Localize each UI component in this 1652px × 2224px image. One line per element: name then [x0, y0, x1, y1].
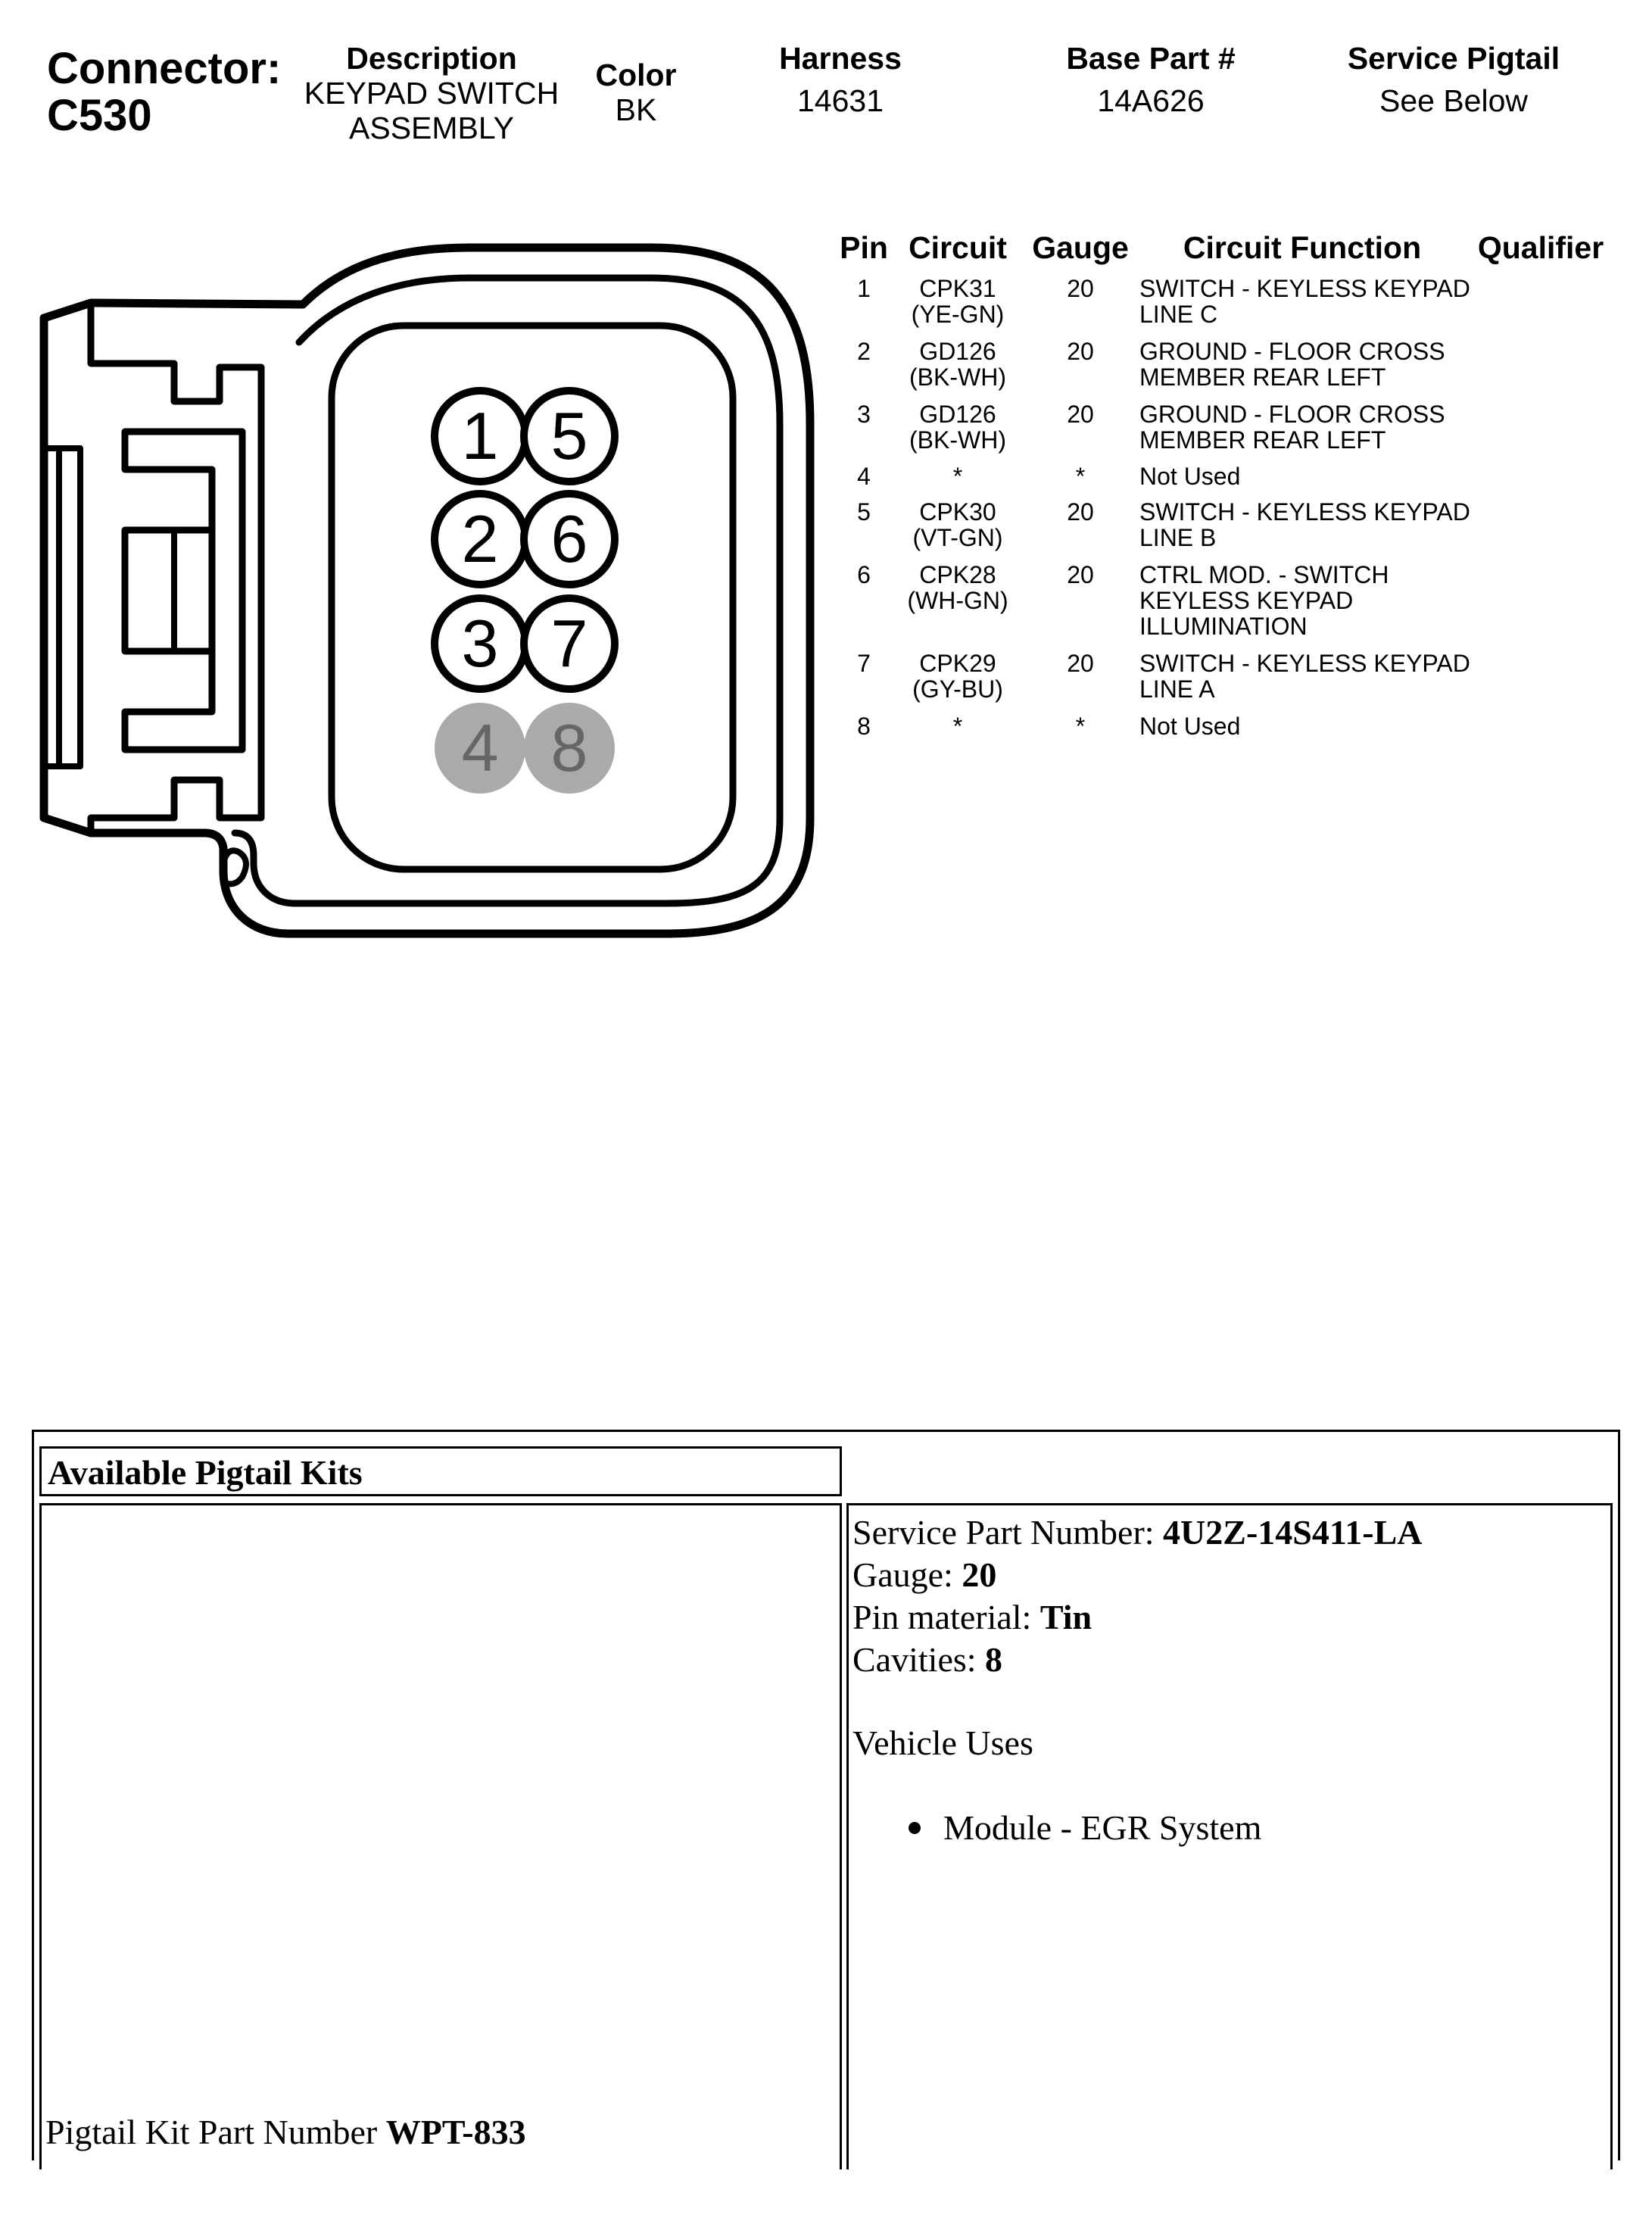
circuit-color: (BK-WH)	[909, 426, 1006, 454]
pin-number: 2	[857, 338, 871, 365]
pin-number: 4	[857, 463, 871, 490]
circuit-color: (GY-BU)	[912, 675, 1003, 703]
description-value-line: ASSEMBLY	[349, 111, 514, 145]
circuit-function-line: LINE C	[1139, 301, 1218, 328]
circuit-code: CPK31	[919, 275, 996, 302]
spec-label: Service Part Number:	[852, 1513, 1164, 1552]
pin-table-header-pin: Pin	[840, 230, 888, 265]
spec-label: Gauge:	[852, 1555, 962, 1594]
pigtail-kit-number: WPT-833	[385, 2113, 526, 2151]
circuit-code: *	[952, 463, 963, 490]
wire-gauge: 20	[1067, 650, 1094, 677]
pin-label-7: 7	[550, 606, 588, 681]
wire-gauge: 20	[1067, 338, 1094, 365]
wire-gauge: *	[1075, 713, 1086, 740]
circuit-function-line: SWITCH - KEYLESS KEYPAD	[1139, 275, 1470, 302]
seal-strip	[59, 448, 80, 766]
circuit-function-line: SWITCH - KEYLESS KEYPAD	[1139, 498, 1470, 526]
circuit-code: GD126	[919, 338, 996, 365]
service-pigtail-value: See Below	[1379, 83, 1528, 118]
circuit-function-line: Not Used	[1139, 463, 1241, 490]
lock-tab	[125, 530, 212, 651]
pin-label-6: 6	[550, 501, 588, 576]
pin-number: 5	[857, 498, 871, 526]
vehicle-uses-heading: Vehicle Uses	[852, 1723, 1033, 1762]
pin-number: 8	[857, 713, 871, 740]
pin-number: 1	[857, 275, 871, 302]
pin-label-1: 1	[461, 398, 499, 473]
wire-gauge: 20	[1067, 498, 1094, 526]
base-part-heading: Base Part #	[1066, 41, 1236, 76]
header-service-pigtail	[1317, 41, 1590, 118]
header-color	[575, 58, 697, 127]
color-value: BK	[615, 92, 657, 127]
pin-label-4: 4	[461, 710, 499, 785]
circuit-code: CPK29	[919, 650, 996, 677]
pin-grid	[435, 391, 615, 794]
pigtail-kits-title-cell	[39, 1446, 842, 1496]
circuit-code: GD126	[919, 401, 996, 428]
pin-label-3: 3	[461, 606, 499, 681]
circuit-function-line: LINE B	[1139, 524, 1217, 551]
connector-face-diagram	[0, 204, 833, 954]
circuit-function-line: SWITCH - KEYLESS KEYPAD	[1139, 650, 1470, 677]
pin-material-line	[852, 1596, 1423, 1639]
connector-title	[47, 45, 281, 139]
header-harness	[727, 41, 954, 118]
circuit-color: (WH-GN)	[907, 587, 1008, 614]
pigtail-kit-part-line	[45, 2111, 526, 2154]
pigtail-kit-label: Pigtail Kit Part Number	[45, 2113, 386, 2151]
base-part-value: 14A626	[1097, 83, 1205, 118]
pin-table-header-gauge: Gauge	[1032, 230, 1129, 265]
circuit-color: (VT-GN)	[912, 524, 1003, 551]
pin-number: 3	[857, 401, 871, 428]
vehicle-use-text: Module - EGR System	[943, 1808, 1262, 1847]
description-value-line: KEYPAD SWITCH	[304, 76, 559, 111]
gauge-value: 20	[962, 1555, 997, 1594]
service-part-number-value: 4U2Z-14S411-LA	[1163, 1513, 1423, 1552]
pin-material-value: Tin	[1040, 1598, 1093, 1636]
vehicle-use-item	[909, 1807, 1261, 1849]
circuit-function-line: GROUND - FLOOR CROSS	[1139, 338, 1445, 365]
circuit-function-line: LINE A	[1139, 675, 1215, 703]
wire-gauge: 20	[1067, 561, 1094, 588]
circuit-code: CPK30	[919, 498, 996, 526]
gauge-line	[852, 1554, 1423, 1596]
connector-label: Connector:	[47, 44, 282, 93]
circuit-function-line: ILLUMINATION	[1139, 613, 1308, 640]
wire-gauge: *	[1075, 463, 1086, 490]
vehicle-uses-list	[909, 1807, 1261, 1849]
circuit-function-line: MEMBER REAR LEFT	[1139, 426, 1386, 454]
pin-number: 7	[857, 650, 871, 677]
harness-value: 14631	[796, 83, 884, 118]
pin-number: 6	[857, 561, 871, 588]
header-description	[295, 41, 568, 145]
spec-label: Pin material:	[852, 1598, 1040, 1636]
description-heading: Description	[346, 41, 517, 76]
wire-gauge: 20	[1067, 275, 1094, 302]
color-heading: Color	[595, 58, 677, 92]
connector-id: C530	[47, 91, 152, 140]
header-base-part	[1022, 41, 1280, 118]
latch-inner	[125, 432, 242, 750]
cavities-value: 8	[985, 1640, 1003, 1679]
circuit-function-line: CTRL MOD. - SWITCH	[1139, 561, 1389, 588]
wire-gauge: 20	[1067, 401, 1094, 428]
cavities-line	[852, 1639, 1423, 1681]
circuit-function-line: MEMBER REAR LEFT	[1139, 363, 1386, 391]
pin-label-5: 5	[550, 398, 588, 473]
circuit-code: CPK28	[919, 561, 996, 588]
service-part-number-line	[852, 1511, 1423, 1554]
service-pigtail-heading: Service Pigtail	[1347, 41, 1560, 76]
circuit-function-line: Not Used	[1139, 713, 1241, 740]
pin-label-2: 2	[461, 501, 499, 576]
pin-table-header-function: Circuit Function	[1183, 230, 1422, 265]
pin-table-header-qualifier: Qualifier	[1477, 230, 1604, 265]
circuit-function-line: KEYLESS KEYPAD	[1139, 587, 1354, 614]
harness-heading: Harness	[779, 41, 902, 76]
circuit-color: (YE-GN)	[911, 301, 1005, 328]
bullet-icon	[909, 1822, 921, 1834]
pigtail-image-cell	[39, 1503, 842, 2169]
circuit-color: (BK-WH)	[909, 363, 1006, 391]
pigtail-kits-title: Available Pigtail Kits	[48, 1453, 363, 1492]
circuit-code: *	[952, 713, 963, 740]
circuit-function-line: GROUND - FLOOR CROSS	[1139, 401, 1445, 428]
housing-outer-outline	[44, 248, 810, 934]
housing-inner-outline	[235, 278, 780, 903]
pigtail-spec-list	[852, 1511, 1423, 1764]
pin-label-8: 8	[550, 710, 588, 785]
pin-table-header-circuit: Circuit	[909, 230, 1007, 265]
spec-label: Cavities:	[852, 1640, 986, 1679]
